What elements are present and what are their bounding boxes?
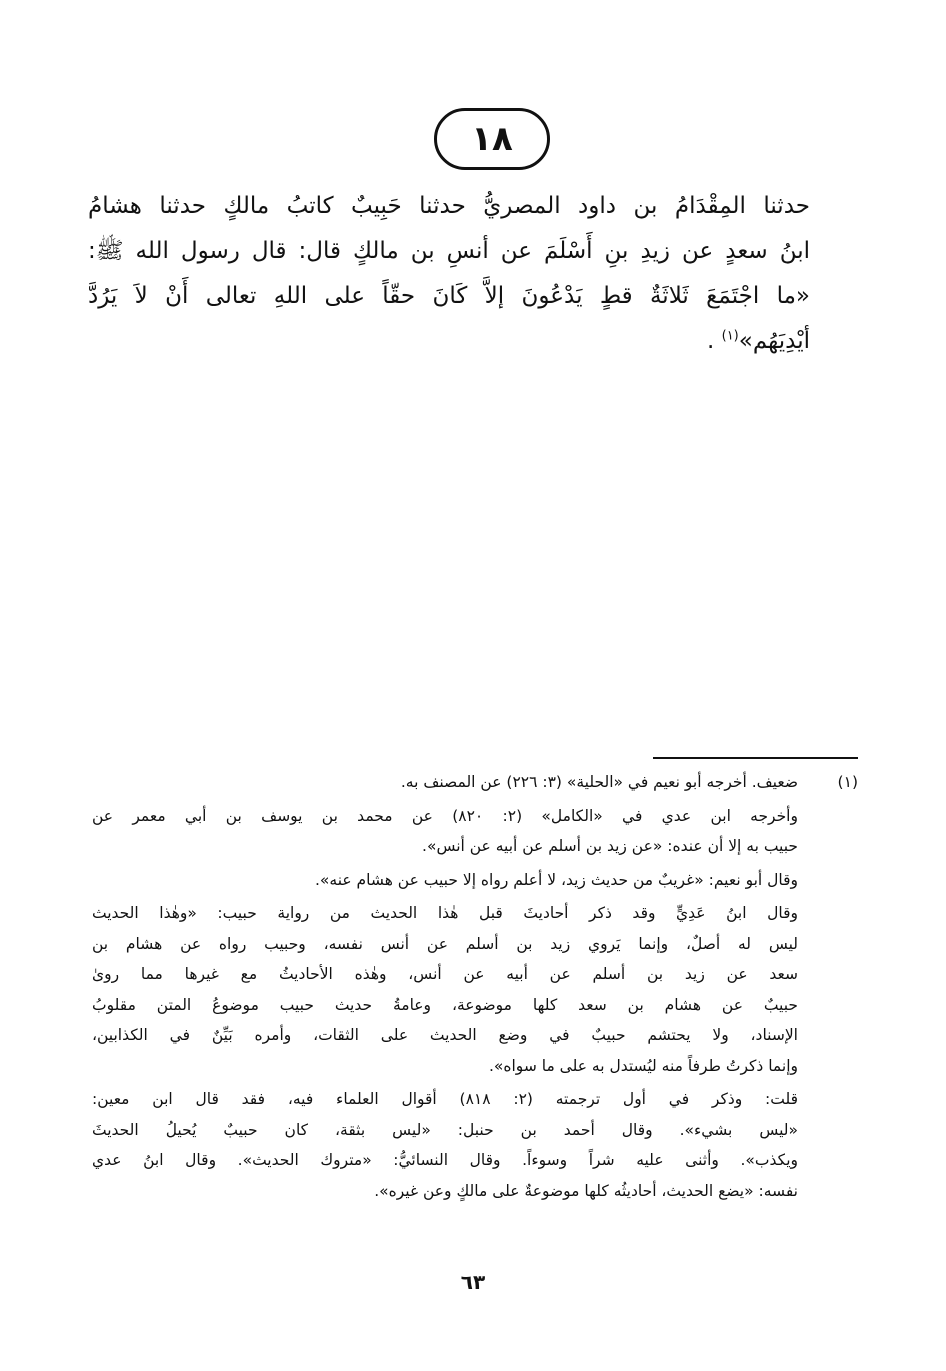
footnote-line: وقال ابنُ عَدِيٍّ وقد ذكر أحاديثَ قبل هٰذا الحديث من رواية حبيب: «وهٰذا الحديث — [92, 904, 798, 922]
footnote-line: قلت: وذكر في أول ترجمته (٢: ٨١٨) أقوال العلماء فيه، فقد قال ابن معين: — [92, 1090, 798, 1108]
end-mark: . — [706, 328, 715, 354]
hadith-text-line: «ما اجْتَمَعَ ثَلاثَةٌ قطٍ يَدْعُونَ إلاَّ كَانَ حقّاً على اللهِ تعالى أَنْ لاَ يَرُدَّ — [88, 283, 810, 309]
footnote-marker: (١) — [721, 328, 739, 344]
footnote-line: ويكذب». وأثنى عليه شراً وسوءاً. وقال النسائيُّ: «متروك الحديث». وقال ابنُ عدي — [92, 1151, 798, 1169]
footnote-line: سعد عن زيد بن أسلم عن أبيه عن أنس، وهٰذه الأحاديثُ مع غيرها مما روىٰ — [92, 965, 798, 983]
hadith-number: ١٨ — [471, 119, 513, 159]
hadith-number-frame — [434, 108, 550, 170]
hadith-text-line: ابنُ سعدٍ عن زيدِ بنِ أَسْلَمَ عن أنسِ بن مالكٍ قال: قال رسول الله ﷺ: — [88, 238, 810, 264]
footnote-line: حبيبٌ عن هشام بن سعد كلها موضوعة، وعامةُ حديث حبيب موضوعُ المتن مقلوبُ — [92, 995, 798, 1014]
footnote-paragraph — [92, 865, 798, 896]
footnote-number: (١) — [837, 773, 858, 791]
footnote-line: «ليس بشيء». وقال أحمد بن حنبل: «ليس بثقة، كان حبيبٌ يُحيلُ الحديثَ — [92, 1120, 798, 1139]
footnote-paragraph — [92, 767, 798, 798]
footnote-paragraph — [92, 801, 798, 862]
hadith-text — [88, 184, 810, 364]
page-number: ٦٣ — [460, 1270, 486, 1294]
footnote-line: الإسناد، ولا يحتشم حبيبٌ في وضع الحديث على الثقات، وأمره بَيِّنٌ في الكذابين، — [92, 1026, 798, 1044]
footnote-line: وأخرجه ابن عدي في «الكامل» (٢: ٨٢٠) عن محمد بن يوسف بن أبي معمر عن — [92, 806, 798, 825]
footnote-line: وقال أبو نعيم: «غريبٌ من حديث زيد، لا أعلم رواه إلا حبيب عن هشام عنه». — [314, 870, 798, 889]
footnote-line: نفسه: «يضع الحديث، أحاديثُه كلها موضوعةٌ على مالكٍ وعن غيره». — [374, 1181, 798, 1200]
footnote-line: حبيب به إلا أن عنده: «عن زيد بن أسلم عن أبيه عن أنس». — [422, 837, 798, 855]
footnote-line: ضعيف. أخرجه أبو نعيم في «الحلية» (٣: ٢٢٦) عن المصنف به. — [400, 773, 798, 791]
footnote-line: وإنما ذكرتُ طرفاً منه ليُستدل به على ما سواه». — [488, 1056, 798, 1075]
hadith-text-line-end: أيْدِيَهُم» — [738, 328, 810, 354]
footnotes — [92, 767, 858, 1209]
footnote-paragraph — [92, 898, 798, 1081]
footnote-line: ليس له أصلٌ، وإنما يَروي زيد بن أسلم عن أنس نفسه، وحبيب رواه عن هشام بن — [92, 934, 798, 953]
hadith-text-line-last — [88, 319, 810, 364]
footnote-separator — [653, 757, 858, 759]
hadith-text-line: حدثنا المِقْدَامُ بن داود المصريُّ حدثنا حَبِيبٌ كاتبُ مالكٍ حدثنا هشامُ — [88, 193, 810, 219]
footnote-paragraph — [92, 1084, 798, 1206]
footnote-body — [92, 767, 798, 1206]
